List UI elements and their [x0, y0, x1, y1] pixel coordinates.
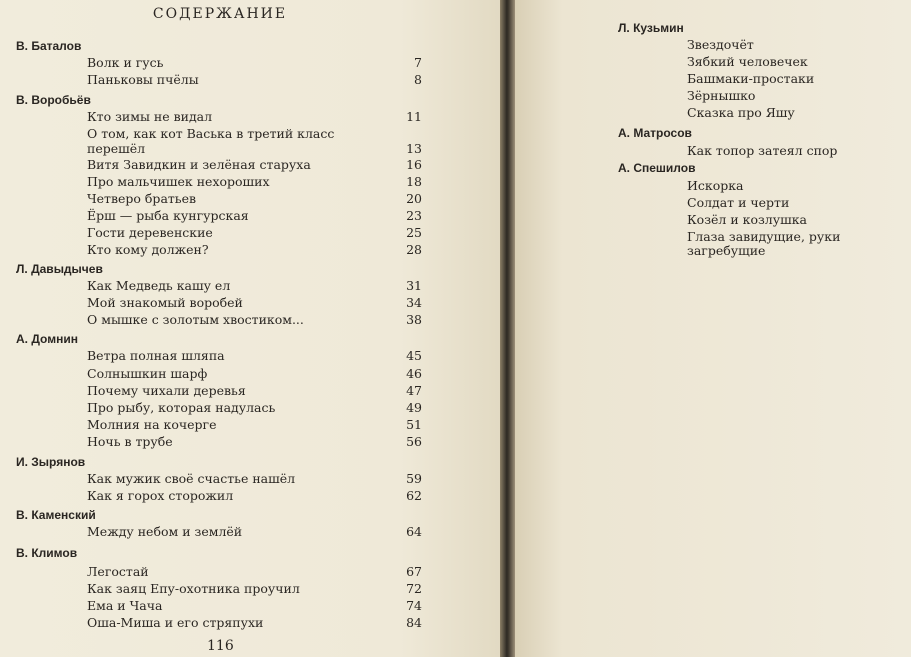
toc-entry: Искорка — [687, 178, 744, 193]
toc-entry: Солнышкин шарф 46 — [87, 366, 422, 381]
toc-entry: Зябкий человечек — [687, 54, 808, 69]
toc-entry: Сказка про Яшу — [687, 105, 795, 120]
toc-entry: Ема и Чача 74 — [87, 598, 422, 613]
toc-entry: О том, как кот Васька в третий класс перешёл 13 — [87, 126, 422, 156]
toc-entry: Глаза завидущие, руки загребущие — [687, 229, 841, 258]
toc-entry: О мышке с золотым хвостиком... 38 — [87, 312, 422, 327]
author-zyryanov: И. Зырянов — [16, 455, 86, 469]
toc-entry: Ёрш — рыба кунгурская 23 — [87, 208, 422, 223]
book-spine — [500, 0, 515, 657]
author-kamensky: В. Каменский — [16, 508, 96, 522]
toc-entry: Между небом и землёй 64 — [87, 524, 422, 539]
page-number: 116 — [207, 638, 234, 654]
toc-entry: Козёл и козлушка — [687, 212, 807, 227]
toc-entry: Паньковы пчёлы 8 — [87, 72, 422, 87]
toc-entry: Звездочёт — [687, 37, 754, 52]
toc-entry: Молния на кочерге 51 — [87, 417, 422, 432]
author-vorobyov: В. Воробьёв — [16, 93, 91, 107]
toc-entry: Солдат и черти — [687, 195, 790, 210]
toc-entry: Зёрнышко — [687, 88, 756, 103]
toc-entry: Кто кому должен? 28 — [87, 242, 422, 257]
toc-entry: Четверо братьев 20 — [87, 191, 422, 206]
toc-entry: Про мальчишек нехороших 18 — [87, 174, 422, 189]
author-davydychev: Л. Давыдычев — [16, 262, 103, 276]
toc-entry: Кто зимы не видал 11 — [87, 109, 422, 124]
toc-entry: Как мужик своё счастье нашёл 59 — [87, 471, 422, 486]
toc-entry: Как топор затеял спор — [687, 143, 838, 158]
toc-entry: Витя Завидкин и зелёная старуха 16 — [87, 157, 422, 172]
toc-entry: Ночь в трубе 56 — [87, 434, 422, 449]
toc-entry: Легостай 67 — [87, 564, 422, 579]
toc-entry: Как я горох сторожил 62 — [87, 488, 422, 503]
author-domnin: А. Домнин — [16, 332, 78, 346]
author-batalov: В. Баталов — [16, 39, 82, 53]
contents-heading: СОДЕРЖАНИЕ — [152, 6, 288, 22]
toc-entry: Ветра полная шляпа 45 — [87, 348, 422, 363]
toc-entry: Гости деревенские 25 — [87, 225, 422, 240]
author-matrosov: А. Матросов — [618, 126, 692, 140]
toc-entry: Про рыбу, которая надулась 49 — [87, 400, 422, 415]
toc-entry: Оша-Миша и его стряпухи 84 — [87, 615, 422, 630]
author-speshilov: А. Спешилов — [618, 161, 696, 175]
toc-entry: Почему чихали деревья 47 — [87, 383, 422, 398]
toc-entry: Башмаки-простаки — [687, 71, 815, 86]
author-kuzmin: Л. Кузьмин — [618, 21, 684, 35]
right-page — [515, 0, 911, 657]
toc-entry: Мой знакомый воробей 34 — [87, 295, 422, 310]
author-klimov: В. Климов — [16, 546, 78, 560]
toc-entry: Волк и гусь 7 — [87, 55, 422, 70]
toc-entry: Как Медведь кашу ел 31 — [87, 278, 422, 293]
toc-entry: Как заяц Епу-охотника проучил 72 — [87, 581, 422, 596]
